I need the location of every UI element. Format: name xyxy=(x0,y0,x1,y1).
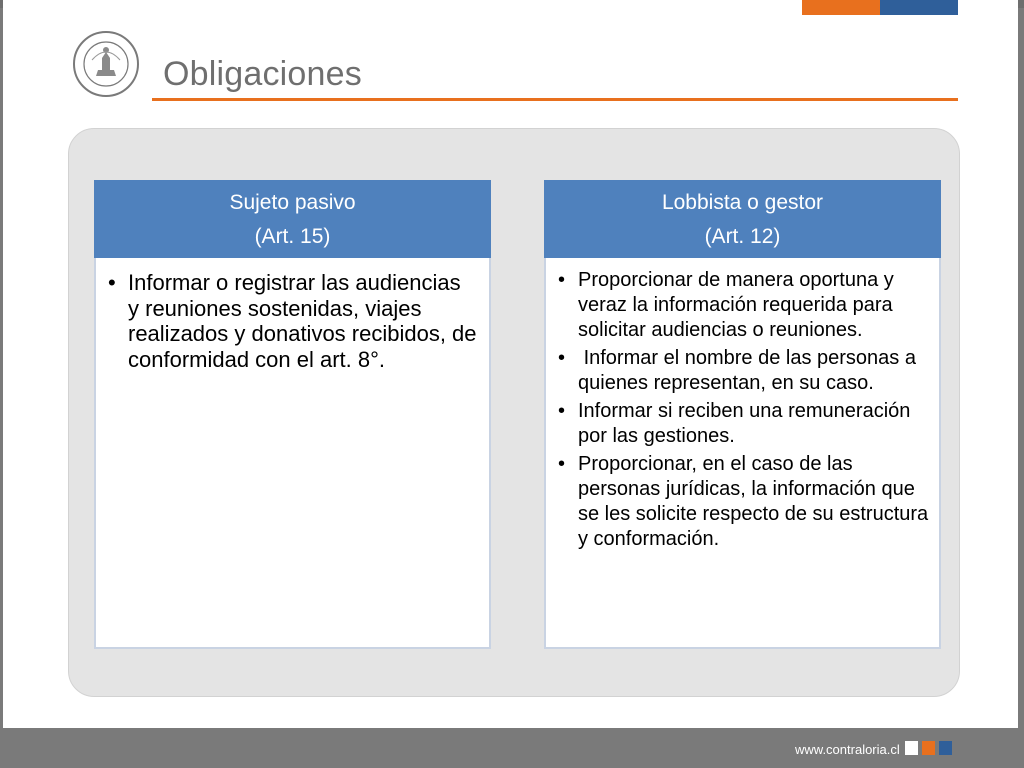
accent-orange-block xyxy=(802,0,880,15)
contraloria-seal-logo xyxy=(72,30,140,98)
column-body xyxy=(94,258,491,649)
obligations-list xyxy=(556,268,929,552)
list-item xyxy=(556,346,929,396)
column-header-title: Sujeto pasivo xyxy=(229,191,356,214)
column-header-article: (Art. 12) xyxy=(704,225,781,248)
footer-orange-square xyxy=(922,741,935,755)
list-item-text: Informar el nombre de las personas a quienes representan, en su caso. xyxy=(578,347,922,394)
bullet-icon: • xyxy=(558,453,566,475)
column-header xyxy=(544,180,941,258)
list-item xyxy=(556,268,929,343)
bullet-icon: • xyxy=(558,269,566,291)
list-item xyxy=(556,452,929,552)
column-lobbista-gestor xyxy=(544,180,941,649)
bullet-icon: • xyxy=(108,270,116,295)
footer-url: www.contraloria.cl xyxy=(795,742,900,757)
accent-blue-block xyxy=(880,0,958,15)
obligations-list xyxy=(106,270,477,372)
list-item xyxy=(556,399,929,449)
column-header-article: (Art. 15) xyxy=(254,225,331,248)
column-header xyxy=(94,180,491,258)
list-item xyxy=(106,270,477,372)
page-title: Obligaciones xyxy=(163,55,362,93)
footer-blue-square xyxy=(939,741,952,755)
bullet-icon: • xyxy=(558,400,566,422)
column-sujeto-pasivo xyxy=(94,180,491,649)
list-item-text: Informar o registrar las audiencias y reuniones sostenidas, viajes realizados y donativos recibidos, de conformidad con el art. 8°. xyxy=(128,270,477,372)
list-item-text: Proporcionar de manera oportuna y veraz la información requerida para solicitar audiencias o reuniones. xyxy=(578,269,894,341)
title-underline xyxy=(152,98,958,101)
column-header-title: Lobbista o gestor xyxy=(661,191,824,214)
list-item-text: Proporcionar, en el caso de las personas jurídicas, la información que se les solicite respecto de su estructura y conformación. xyxy=(578,453,929,550)
accent-white-block xyxy=(726,0,802,15)
bullet-icon: • xyxy=(558,347,566,369)
footer-white-square xyxy=(905,741,918,755)
column-body xyxy=(544,258,941,649)
list-item-text: Informar si reciben una remuneración por las gestiones. xyxy=(578,400,911,447)
